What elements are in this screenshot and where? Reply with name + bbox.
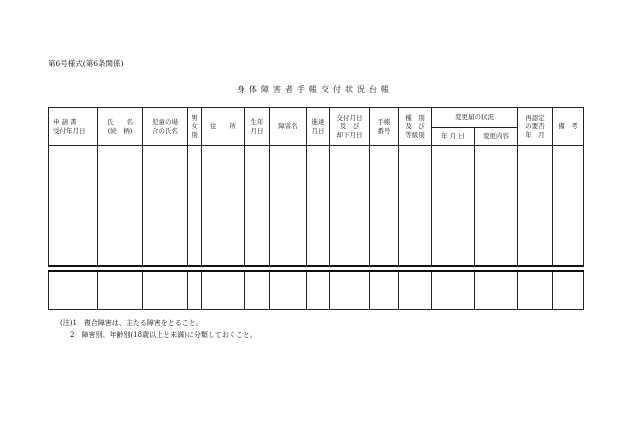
header-name-line2: (続 柄) (107, 126, 133, 135)
form-number-label: 第6号様式(第6条関係) (48, 59, 124, 68)
table-cell[interactable] (518, 146, 553, 266)
header-grade-line2: 及 び (405, 122, 425, 131)
table-cell[interactable] (49, 146, 98, 266)
table-cell[interactable] (475, 271, 518, 310)
header-change-content: 変更内容 (475, 128, 518, 146)
header-sex-line2: 女 (191, 122, 198, 131)
table-cell[interactable] (432, 146, 475, 266)
table-cell[interactable] (143, 271, 188, 310)
header-issue-line2: 及 び (339, 122, 360, 131)
document-title: 身体障害者手帳交付状況台帳 (237, 85, 393, 94)
header-disability-text: 障害名 (278, 122, 298, 131)
header-remarks-text: 備 考 (558, 122, 578, 131)
header-issue-line3: 却下月日 (336, 130, 363, 139)
header-issue-date (330, 108, 370, 146)
table-row (49, 271, 584, 310)
header-recert-line3: 年 月 (525, 130, 545, 139)
table-cell[interactable] (202, 146, 245, 266)
header-change-date: 年 月 日 (432, 128, 475, 146)
table-cell[interactable] (143, 146, 188, 266)
header-book-line1: 手帳 (377, 118, 391, 126)
header-book-number (370, 108, 399, 146)
header-grade-line3: 等級別 (405, 130, 425, 139)
header-progress-line2: 月日 (311, 126, 325, 135)
header-progress-line1: 進達 (311, 118, 325, 126)
table-row (49, 146, 584, 266)
header-disability-name (270, 108, 307, 146)
header-grade-line1: 種 別 (405, 113, 425, 122)
header-birth-line2: 月日 (250, 126, 264, 135)
table-cell[interactable] (370, 271, 399, 310)
header-grade (399, 108, 432, 146)
table-cell[interactable] (553, 146, 584, 266)
header-progress-date (307, 108, 330, 146)
table-cell[interactable] (475, 146, 518, 266)
table-cell[interactable] (399, 271, 432, 310)
header-sex (188, 108, 202, 146)
table-cell[interactable] (270, 271, 307, 310)
table-cell[interactable] (330, 271, 370, 310)
header-name (98, 108, 143, 146)
table-cell[interactable] (98, 271, 143, 310)
table-cell[interactable] (330, 146, 370, 266)
table-cell[interactable] (188, 271, 202, 310)
table-cell[interactable] (245, 146, 270, 266)
header-recert-line2: の要否 (525, 122, 545, 131)
table-cell[interactable] (307, 146, 330, 266)
header-recertification (518, 108, 553, 146)
table-cell[interactable] (188, 146, 202, 266)
header-child-name (143, 108, 188, 146)
header-issue-line1: 交付月日 (336, 113, 363, 122)
header-change-status: 変更届の状況 (432, 108, 518, 128)
note-1: (注)1 複合障害は、主たる障害をとること。 (60, 319, 203, 327)
header-application-date (49, 108, 98, 146)
header-sex-line3: 別 (191, 130, 198, 139)
table-cell[interactable] (307, 271, 330, 310)
table-cell[interactable] (245, 271, 270, 310)
table-cell[interactable] (49, 271, 98, 310)
header-birth-date (245, 108, 270, 146)
ledger-table (48, 107, 584, 310)
header-recert-line1: 再認定 (525, 113, 545, 122)
header-remarks (553, 108, 584, 146)
table-cell[interactable] (432, 271, 475, 310)
header-address (202, 108, 245, 146)
notes-section (60, 317, 257, 341)
header-application-line2: 受付年月日 (53, 126, 86, 135)
header-child-line2: 合の氏名 (152, 126, 178, 135)
table-cell[interactable] (270, 146, 307, 266)
header-sex-line1: 男 (191, 113, 198, 122)
table-cell[interactable] (98, 146, 143, 266)
table-cell[interactable] (202, 271, 245, 310)
header-child-line1: 児童の場 (152, 118, 178, 126)
table-cell[interactable] (370, 146, 399, 266)
header-application-line1: 申 請 書 (53, 118, 77, 126)
table-cell[interactable] (518, 271, 553, 310)
note-2: 2 障害別、年齢別(18歳以上と未満)に分類しておくこと。 (70, 331, 257, 339)
table-cell[interactable] (399, 146, 432, 266)
header-birth-line1: 生年 (250, 118, 264, 126)
header-book-line2: 番号 (377, 126, 391, 135)
header-address-text: 住 所 (210, 122, 236, 131)
header-name-line1: 氏 名 (107, 118, 133, 126)
table-cell[interactable] (553, 271, 584, 310)
